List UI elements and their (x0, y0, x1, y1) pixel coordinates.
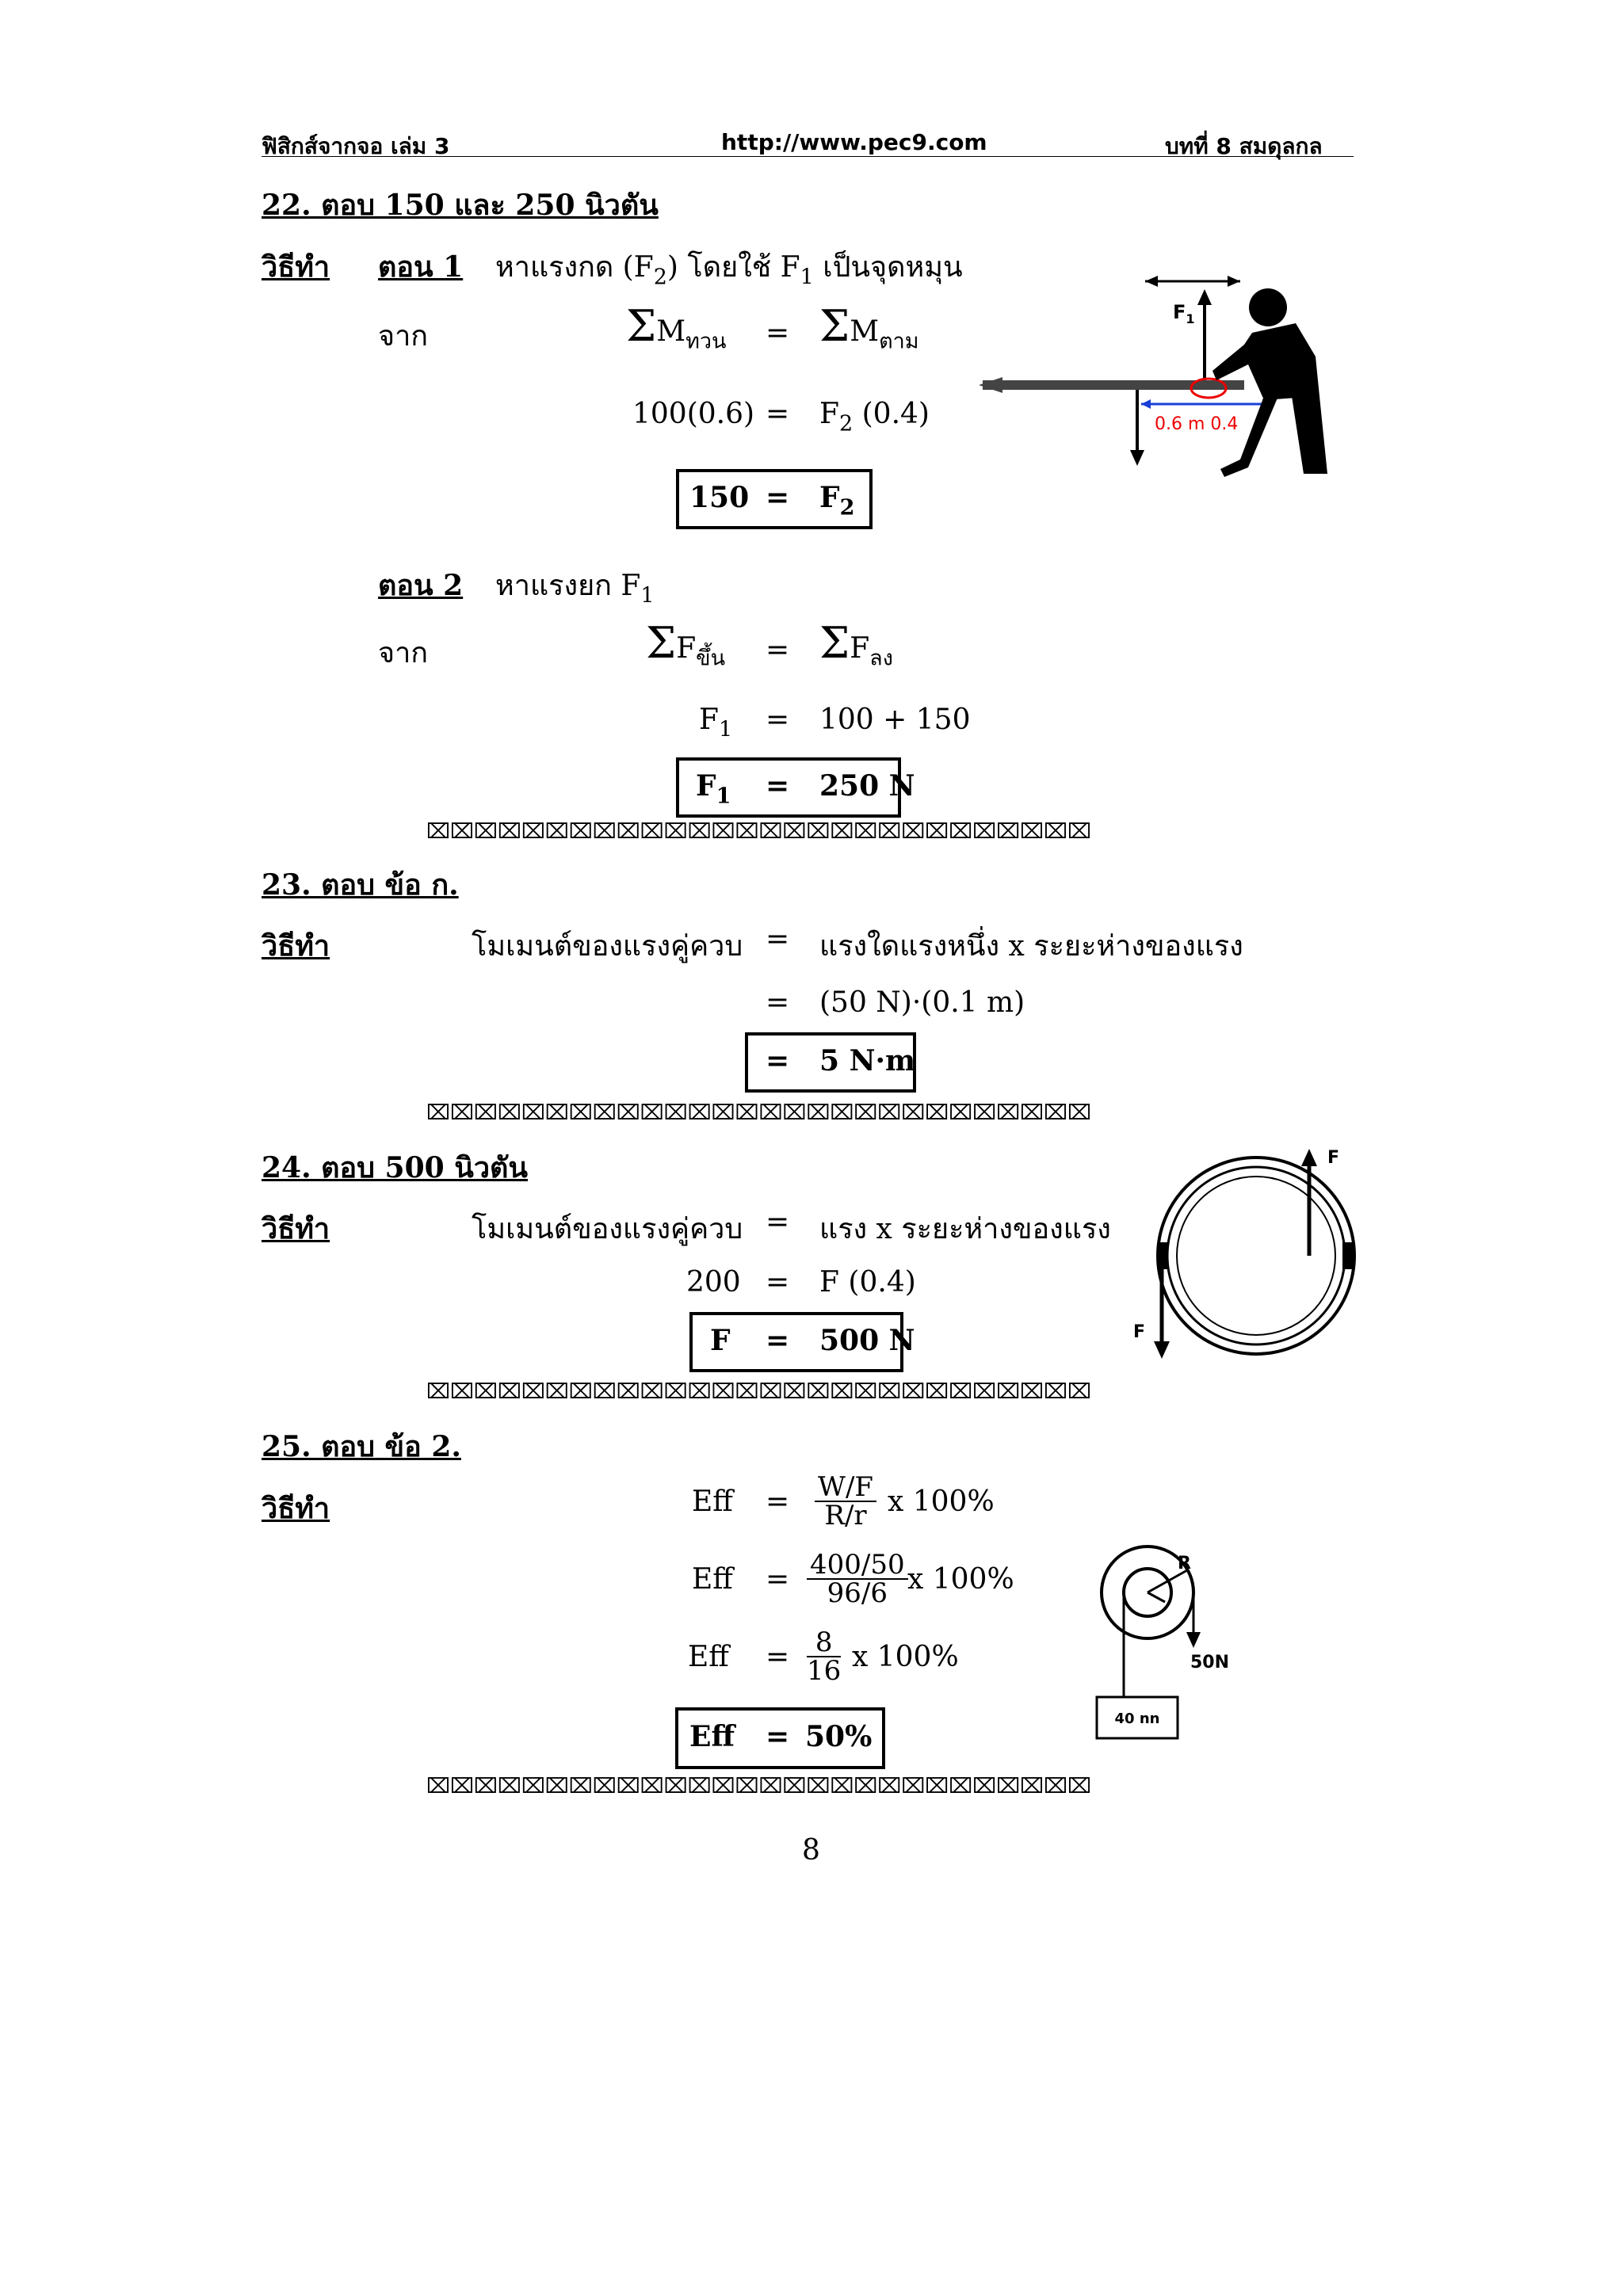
q22-step1-label: ตอน 1 (378, 250, 464, 284)
q22-title: 22. ตอบ 150 และ 250 นิวตัน (262, 189, 659, 222)
q24-title: 24. ตอบ 500 นิวตัน (262, 1151, 529, 1184)
q22-from-2: จาก (378, 637, 429, 669)
header-chapter: บทที่ 8 สมดุลกล (1165, 133, 1323, 159)
q24-answer-left: F (710, 1324, 731, 1357)
q22-from-1: จาก (378, 320, 429, 353)
q24-answer-equals: = (766, 1324, 790, 1357)
q23-line1-right: แรงใดแรงหนึ่ง x ระยะห่างของแรง (819, 930, 1243, 963)
q22-fig-dimension: 0.6 m 0.4 (1155, 414, 1239, 434)
q22-answer1-right: $F_2$ (819, 481, 855, 521)
q25-answer-equals: = (766, 1720, 790, 1753)
q24-equals-2: = (766, 1266, 790, 1299)
separator-4: ⌧⌧⌧⌧⌧⌧⌧⌧⌧⌧⌧⌧⌧⌧⌧⌧⌧⌧⌧⌧⌧⌧⌧⌧⌧⌧⌧⌧ (426, 1775, 1091, 1798)
q22-step2-text: หาแรงยก $F_1$ (495, 570, 655, 608)
q22-equals-3: = (766, 634, 790, 666)
q24-answer-right: 500 N (819, 1324, 915, 1357)
q24-line2-right: F (0.4) (819, 1266, 916, 1299)
q22-sum-force-up: $\Sigma F_{ขึ้น}$ (646, 618, 726, 671)
q22-lever-figure (979, 269, 1343, 483)
q24-equals-1: = (766, 1206, 790, 1238)
q23-answer-equals: = (766, 1044, 790, 1077)
q23-line1-left: โมเมนต์ของแรงคู่ควบ (472, 930, 743, 963)
q22-sum-force-down: $\Sigma F_{ลง}$ (819, 618, 893, 671)
q22-equals-1: = (766, 317, 790, 349)
q25-fraction-2: $\frac{400/50}{96/6}$ (807, 1551, 908, 1607)
q22-sum-moment-ccw: $\Sigma M_{ทวน}$ (626, 301, 727, 354)
q23-line2-right: (50 N)·(0.1 m) (819, 986, 1025, 1019)
q25-fraction-1: $\frac{W/F}{R/r}$ (815, 1474, 876, 1529)
q24-couple-figure (1109, 1141, 1363, 1371)
q25-times-2: x 100% (907, 1563, 1014, 1596)
q22-method-label: วิธีทำ (262, 250, 330, 284)
separator-1: ⌧⌧⌧⌧⌧⌧⌧⌧⌧⌧⌧⌧⌧⌧⌧⌧⌧⌧⌧⌧⌧⌧⌧⌧⌧⌧⌧⌧ (426, 820, 1091, 844)
q25-fig-mass-label: 40 nn (1114, 1711, 1160, 1727)
q25-fig-force-label: 50N (1190, 1653, 1230, 1672)
page-number: 8 (802, 1834, 820, 1867)
q24-method-label: วิธีทำ (262, 1212, 330, 1245)
q22-line4-right: 100 + 150 (819, 704, 971, 736)
q22-sum-moment-cw: $\Sigma M_{ตาม}$ (819, 301, 919, 354)
q22-line2-left: 100(0.6) (632, 398, 755, 430)
q25-equals-3: = (766, 1641, 790, 1673)
q24-fig-f-top: F (1327, 1148, 1340, 1168)
q22-answer1-left: 150 (689, 481, 750, 514)
q22-equals-2: = (766, 398, 790, 430)
q25-eff-3: Eff (688, 1641, 729, 1673)
q23-answer: 5 N·m (819, 1044, 916, 1077)
q23-title: 23. ตอบ ข้อ ก. (262, 868, 459, 902)
q25-wheel-axle-figure (1086, 1537, 1244, 1743)
q23-method-label: วิธีทำ (262, 929, 330, 963)
q22-equals-4: = (766, 704, 790, 736)
header-url: http://www.pec9.com (721, 129, 987, 155)
separator-2: ⌧⌧⌧⌧⌧⌧⌧⌧⌧⌧⌧⌧⌧⌧⌧⌧⌧⌧⌧⌧⌧⌧⌧⌧⌧⌧⌧⌧ (426, 1101, 1091, 1125)
q25-times-1: x 100% (888, 1486, 995, 1518)
q22-step1-text: หาแรงกด $(F_2)$ โดยใช้ $F_1$ เป็นจุดหมุน (495, 251, 963, 290)
q23-equals-1: = (766, 923, 790, 955)
separator-3: ⌧⌧⌧⌧⌧⌧⌧⌧⌧⌧⌧⌧⌧⌧⌧⌧⌧⌧⌧⌧⌧⌧⌧⌧⌧⌧⌧⌧ (426, 1380, 1091, 1404)
q25-title: 25. ตอบ ข้อ 2. (262, 1430, 461, 1463)
header-book-title: ฟิสิกส์จากจอ เล่ม 3 (262, 133, 450, 159)
q24-line2-left: 200 (686, 1266, 741, 1299)
q22-answer2-equals: = (766, 769, 790, 803)
q24-fig-f-bottom: F (1133, 1322, 1146, 1342)
q22-answer2-left: $F_1$ (696, 769, 731, 809)
q25-eff-1: Eff (692, 1486, 733, 1518)
q23-equals-2: = (766, 986, 790, 1019)
q22-fig-f1-label: $F_1$ (1173, 301, 1195, 326)
q22-step2-label: ตอน 2 (378, 569, 464, 602)
q22-answer2-right: 250 N (819, 769, 915, 803)
q25-equals-2: = (766, 1563, 790, 1596)
q22-line2-right: $F_2$ (0.4) (819, 398, 930, 437)
q22-answer1-equals: = (766, 481, 790, 514)
q25-times-3: x 100% (852, 1641, 959, 1673)
q25-answer-left: Eff (689, 1720, 735, 1753)
q25-eff-2: Eff (692, 1563, 733, 1596)
q25-equals-1: = (766, 1486, 790, 1518)
q24-line1-left: โมเมนต์ของแรงคู่ควบ (472, 1213, 743, 1245)
q25-fraction-3: $\frac{8}{16}$ (807, 1627, 842, 1687)
q24-line1-right: แรง x ระยะห่างของแรง (819, 1213, 1111, 1245)
q22-line4-left: $F_1$ (699, 704, 733, 742)
q25-answer-right: 50% (805, 1720, 873, 1753)
q25-fig-r-label: R (1178, 1554, 1191, 1573)
q25-method-label: วิธีทำ (262, 1492, 330, 1525)
header-rule (262, 156, 1354, 157)
